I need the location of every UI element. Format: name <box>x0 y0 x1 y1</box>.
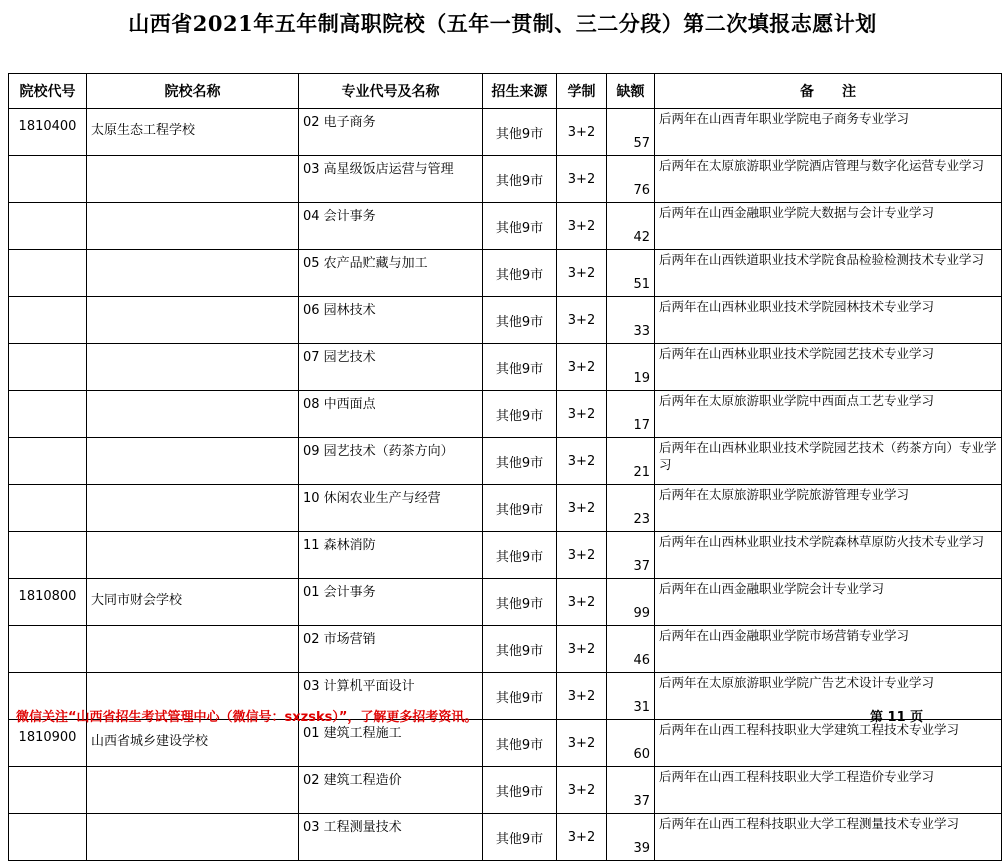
table-row <box>9 344 1002 391</box>
source-cell: 其他9市 <box>483 626 557 673</box>
code-cell <box>9 203 87 250</box>
quota-cell: 51 <box>607 250 655 297</box>
code-cell <box>9 485 87 532</box>
years-cell: 3+2 <box>557 297 607 344</box>
quota-cell: 60 <box>607 720 655 767</box>
years-cell: 3+2 <box>557 720 607 767</box>
major-cell: 08 中西面点 <box>299 391 483 438</box>
table-row <box>9 203 1002 250</box>
school-cell: 山西省城乡建设学校 <box>87 720 299 767</box>
code-cell <box>9 297 87 344</box>
remark-cell: 后两年在太原旅游职业学院广告艺术设计专业学习 <box>655 673 1002 720</box>
school-cell <box>87 203 299 250</box>
source-cell: 其他9市 <box>483 250 557 297</box>
code-cell: 1810400 <box>9 109 87 156</box>
page-title: 山西省2021年五年制高职院校（五年一贯制、三二分段）第二次填报志愿计划 <box>128 11 877 36</box>
quota-cell: 17 <box>607 391 655 438</box>
source-cell: 其他9市 <box>483 673 557 720</box>
years-cell: 3+2 <box>557 485 607 532</box>
school-cell <box>87 626 299 673</box>
years-cell: 3+2 <box>557 673 607 720</box>
school-cell: 大同市财会学校 <box>87 579 299 626</box>
table-row <box>9 297 1002 344</box>
remark-cell: 后两年在山西林业职业技术学院园艺技术（药茶方向）专业学习 <box>655 438 1002 485</box>
remark-cell: 后两年在山西工程科技职业大学工程测量技术专业学习 <box>655 814 1002 861</box>
major-cell: 02 电子商务 <box>299 109 483 156</box>
code-cell <box>9 156 87 203</box>
remark-cell: 后两年在山西铁道职业技术学院食品检验检测技术专业学习 <box>655 250 1002 297</box>
code-cell: 1810900 <box>9 720 87 767</box>
source-cell: 其他9市 <box>483 109 557 156</box>
remark-cell: 后两年在山西工程科技职业大学建筑工程技术专业学习 <box>655 720 1002 767</box>
remark-cell: 后两年在山西林业职业技术学院园艺技术专业学习 <box>655 344 1002 391</box>
quota-cell: 37 <box>607 767 655 814</box>
major-cell: 07 园艺技术 <box>299 344 483 391</box>
source-cell: 其他9市 <box>483 579 557 626</box>
major-cell: 02 建筑工程造价 <box>299 767 483 814</box>
quota-cell: 33 <box>607 297 655 344</box>
footer-note: 微信关注“山西省招生考试管理中心（微信号：sxzsks）”，了解更多招考资讯。 <box>16 710 478 725</box>
source-cell: 其他9市 <box>483 485 557 532</box>
remark-cell: 后两年在山西青年职业学院电子商务专业学习 <box>655 109 1002 156</box>
years-cell: 3+2 <box>557 250 607 297</box>
years-cell: 3+2 <box>557 814 607 861</box>
remark-cell: 后两年在太原旅游职业学院酒店管理与数字化运营专业学习 <box>655 156 1002 203</box>
remark-cell: 后两年在太原旅游职业学院旅游管理专业学习 <box>655 485 1002 532</box>
school-cell <box>87 532 299 579</box>
page-number: 第 11 页 <box>870 710 924 725</box>
header-remark: 备 注 <box>655 74 1002 109</box>
quota-cell: 21 <box>607 438 655 485</box>
table-row <box>9 156 1002 203</box>
source-cell: 其他9市 <box>483 438 557 485</box>
header-major: 专业代号及名称 <box>299 74 483 109</box>
code-cell <box>9 532 87 579</box>
plan-table <box>8 73 1002 861</box>
table-row <box>9 391 1002 438</box>
header-code: 院校代号 <box>9 74 87 109</box>
table-row <box>9 720 1002 767</box>
table-row <box>9 626 1002 673</box>
years-cell: 3+2 <box>557 579 607 626</box>
school-cell <box>87 391 299 438</box>
table-row <box>9 767 1002 814</box>
years-cell: 3+2 <box>557 767 607 814</box>
quota-cell: 99 <box>607 579 655 626</box>
header-years: 学制 <box>557 74 607 109</box>
quota-cell: 42 <box>607 203 655 250</box>
code-cell <box>9 438 87 485</box>
quota-cell: 46 <box>607 626 655 673</box>
header-quota: 缺额 <box>607 74 655 109</box>
table-row <box>9 438 1002 485</box>
school-cell <box>87 767 299 814</box>
source-cell: 其他9市 <box>483 391 557 438</box>
school-cell <box>87 485 299 532</box>
quota-cell: 39 <box>607 814 655 861</box>
years-cell: 3+2 <box>557 532 607 579</box>
quota-cell: 23 <box>607 485 655 532</box>
source-cell: 其他9市 <box>483 767 557 814</box>
source-cell: 其他9市 <box>483 720 557 767</box>
major-cell: 06 园林技术 <box>299 297 483 344</box>
table-header-row <box>9 74 1002 109</box>
table-row <box>9 109 1002 156</box>
code-cell <box>9 767 87 814</box>
years-cell: 3+2 <box>557 438 607 485</box>
years-cell: 3+2 <box>557 203 607 250</box>
major-cell: 01 建筑工程施工 <box>299 720 483 767</box>
table-row <box>9 814 1002 861</box>
school-cell <box>87 438 299 485</box>
quota-cell: 76 <box>607 156 655 203</box>
quota-cell: 57 <box>607 109 655 156</box>
code-cell <box>9 626 87 673</box>
major-cell: 10 休闲农业生产与经营 <box>299 485 483 532</box>
table-row <box>9 250 1002 297</box>
quota-cell: 37 <box>607 532 655 579</box>
major-cell: 01 会计事务 <box>299 579 483 626</box>
major-cell: 09 园艺技术（药茶方向） <box>299 438 483 485</box>
source-cell: 其他9市 <box>483 344 557 391</box>
major-cell: 05 农产品贮藏与加工 <box>299 250 483 297</box>
school-cell <box>87 297 299 344</box>
remark-cell: 后两年在山西金融职业学院会计专业学习 <box>655 579 1002 626</box>
years-cell: 3+2 <box>557 344 607 391</box>
source-cell: 其他9市 <box>483 156 557 203</box>
school-cell <box>87 156 299 203</box>
source-cell: 其他9市 <box>483 532 557 579</box>
source-cell: 其他9市 <box>483 297 557 344</box>
source-cell: 其他9市 <box>483 203 557 250</box>
years-cell: 3+2 <box>557 109 607 156</box>
table-row <box>9 579 1002 626</box>
school-cell: 太原生态工程学校 <box>87 109 299 156</box>
source-cell: 其他9市 <box>483 814 557 861</box>
years-cell: 3+2 <box>557 626 607 673</box>
major-cell: 03 工程测量技术 <box>299 814 483 861</box>
remark-cell: 后两年在山西林业职业技术学院森林草原防火技术专业学习 <box>655 532 1002 579</box>
years-cell: 3+2 <box>557 391 607 438</box>
table-row <box>9 485 1002 532</box>
school-cell <box>87 814 299 861</box>
remark-cell: 后两年在山西金融职业学院市场营销专业学习 <box>655 626 1002 673</box>
quota-cell: 19 <box>607 344 655 391</box>
header-source: 招生来源 <box>483 74 557 109</box>
remark-cell: 后两年在山西林业职业技术学院园林技术专业学习 <box>655 297 1002 344</box>
major-cell: 03 高星级饭店运营与管理 <box>299 156 483 203</box>
code-cell <box>9 814 87 861</box>
years-cell: 3+2 <box>557 156 607 203</box>
code-cell <box>9 391 87 438</box>
remark-cell: 后两年在太原旅游职业学院中西面点工艺专业学习 <box>655 391 1002 438</box>
school-cell <box>87 250 299 297</box>
remark-cell: 后两年在山西金融职业学院大数据与会计专业学习 <box>655 203 1002 250</box>
school-cell <box>87 344 299 391</box>
code-cell <box>9 250 87 297</box>
table-row <box>9 532 1002 579</box>
major-cell: 03 计算机平面设计 <box>299 673 483 720</box>
major-cell: 11 森林消防 <box>299 532 483 579</box>
code-cell: 1810800 <box>9 579 87 626</box>
remark-cell: 后两年在山西工程科技职业大学工程造价专业学习 <box>655 767 1002 814</box>
code-cell <box>9 344 87 391</box>
major-cell: 02 市场营销 <box>299 626 483 673</box>
major-cell: 04 会计事务 <box>299 203 483 250</box>
quota-cell: 31 <box>607 673 655 720</box>
header-school: 院校名称 <box>87 74 299 109</box>
